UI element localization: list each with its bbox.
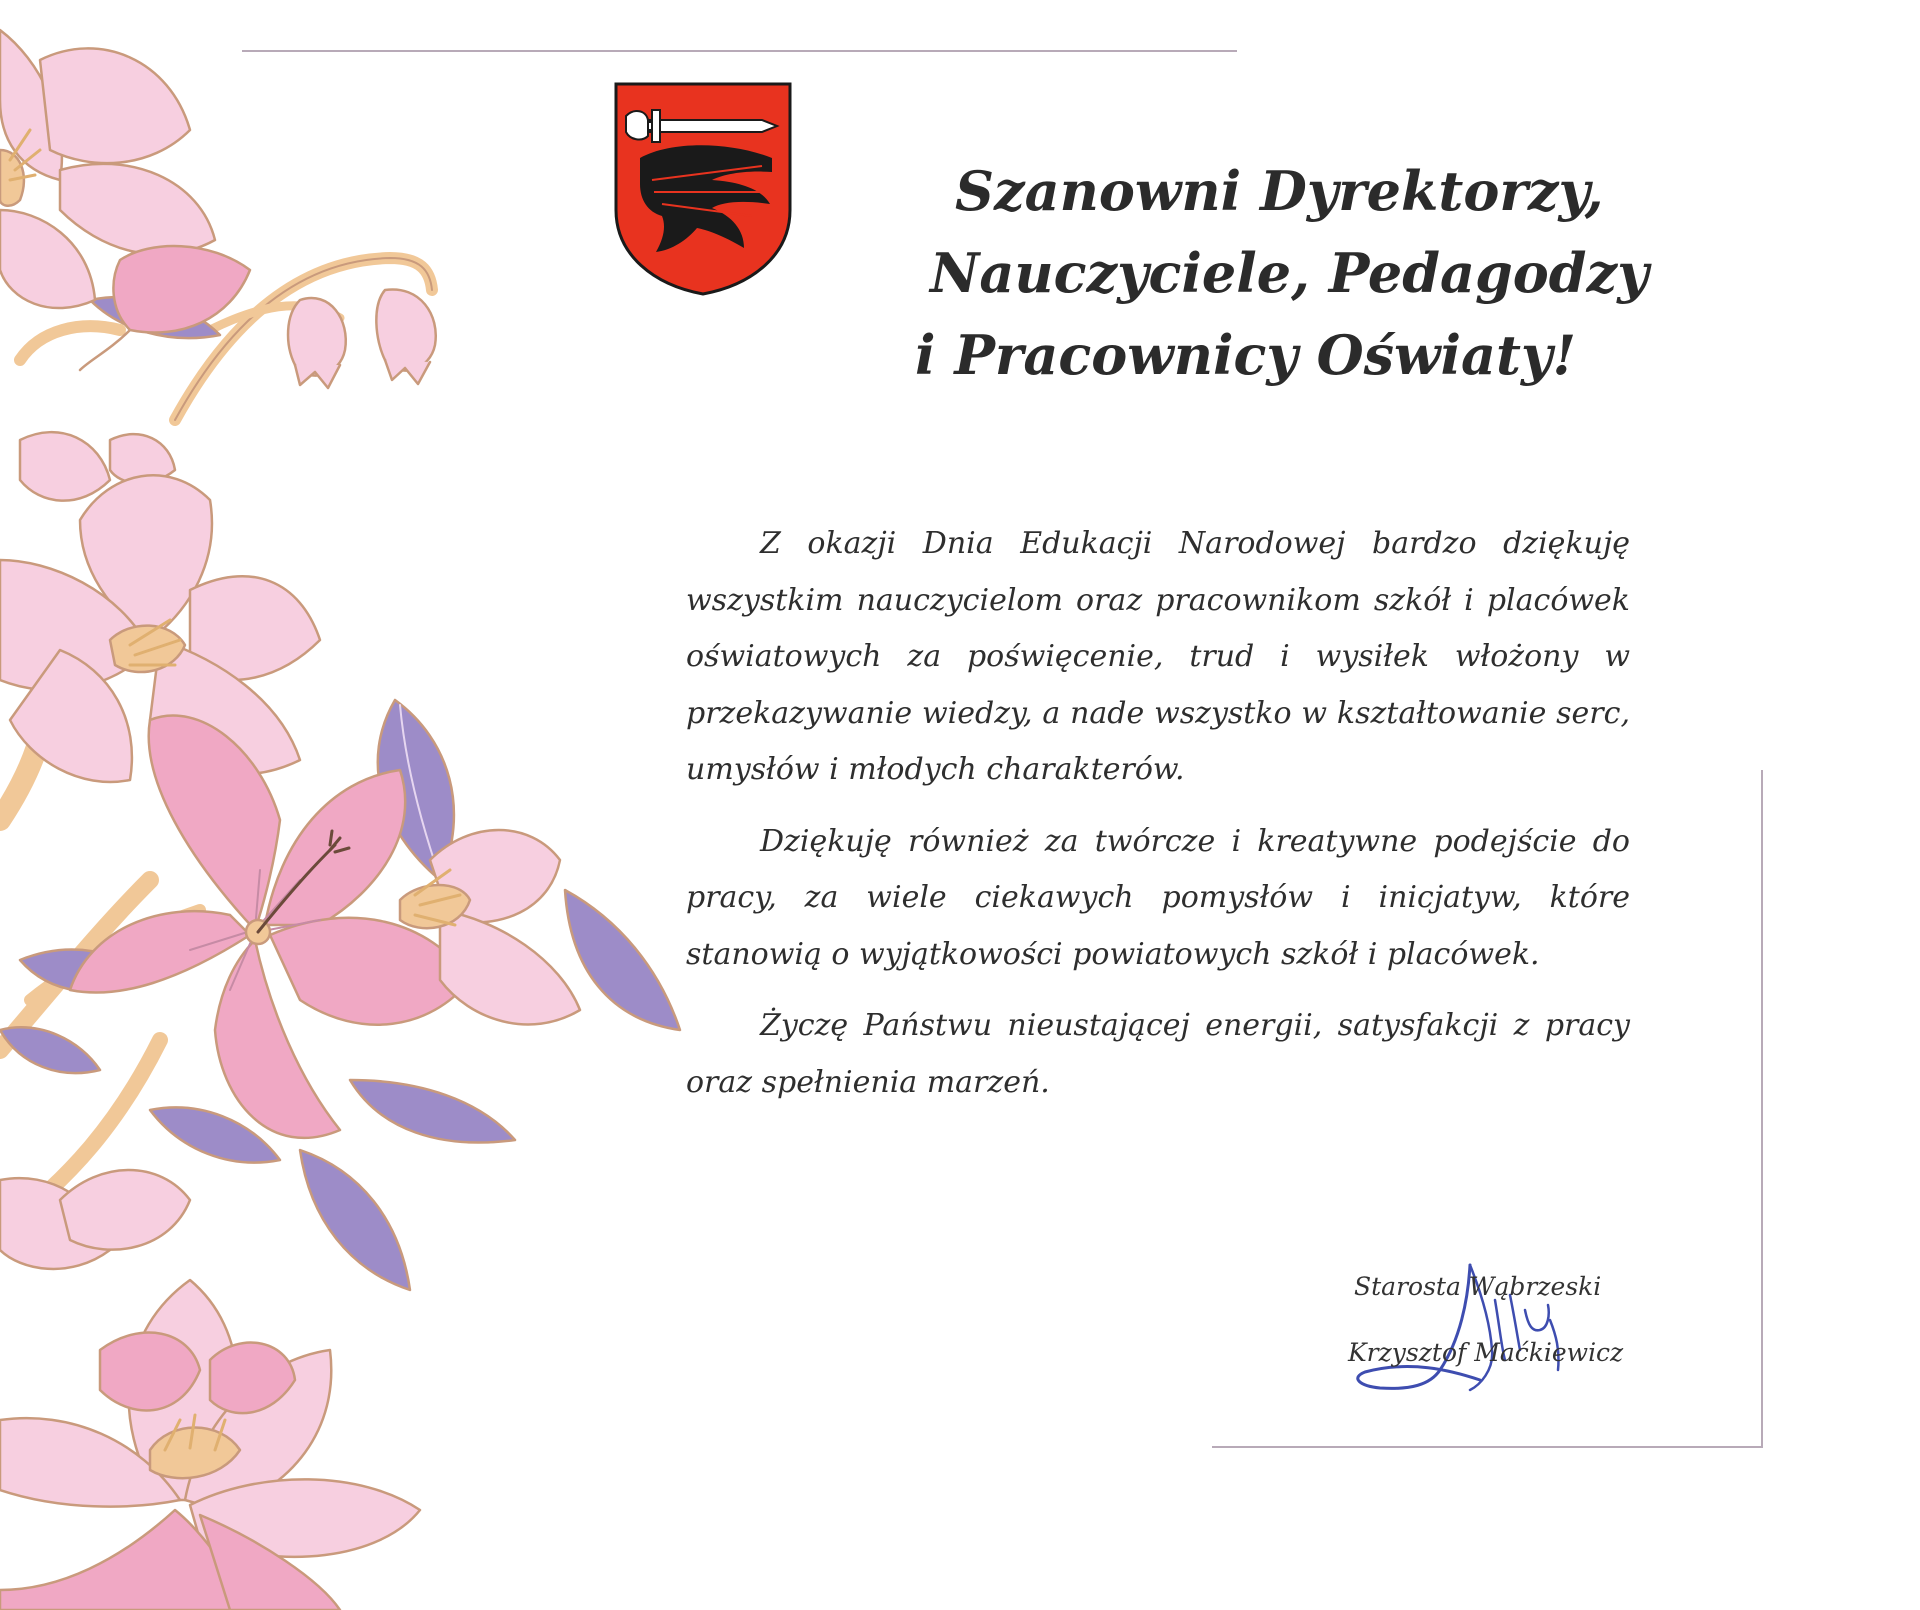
signature-title: Starosta Wąbrzeski xyxy=(1354,1272,1602,1301)
right-border-line xyxy=(1761,770,1763,1447)
coat-of-arms-icon xyxy=(612,80,794,298)
letter-body xyxy=(686,516,1630,1126)
bottom-border-line xyxy=(1212,1446,1763,1448)
heading-line: Szanowni Dyrektorzy, xyxy=(955,159,1604,223)
heading-line: Nauczyciele, Pedagodzy xyxy=(930,241,1649,305)
signature-name: Krzysztof Maćkiewicz xyxy=(1348,1338,1624,1367)
heading-line: i Pracownicy Oświaty! xyxy=(915,323,1577,387)
letter-paragraph: Dziękuję również za twórcze i kreatywne podejście do pracy, za wiele ciekawych pomysłów i inicjatyw, które stanowią o wyjątkowości powiatowych szkół i placówek. xyxy=(686,823,1630,972)
letter-paragraph: Z okazji Dnia Edukacji Narodowej bardzo dziękuję wszystkim nauczycielom oraz pracownikom szkół i placówek oświatowych za poświęcenie, trud i wysiłek włożony w przekazywanie wiedzy, a nade wszystko w kształtowanie serc, umysłów i młodych charakterów. xyxy=(686,526,1630,787)
letter-paragraph: Życzę Państwu nieustającej energii, satysfakcji z pracy oraz spełnienia marzeń. xyxy=(686,1008,1630,1100)
letter-heading xyxy=(860,150,1700,396)
